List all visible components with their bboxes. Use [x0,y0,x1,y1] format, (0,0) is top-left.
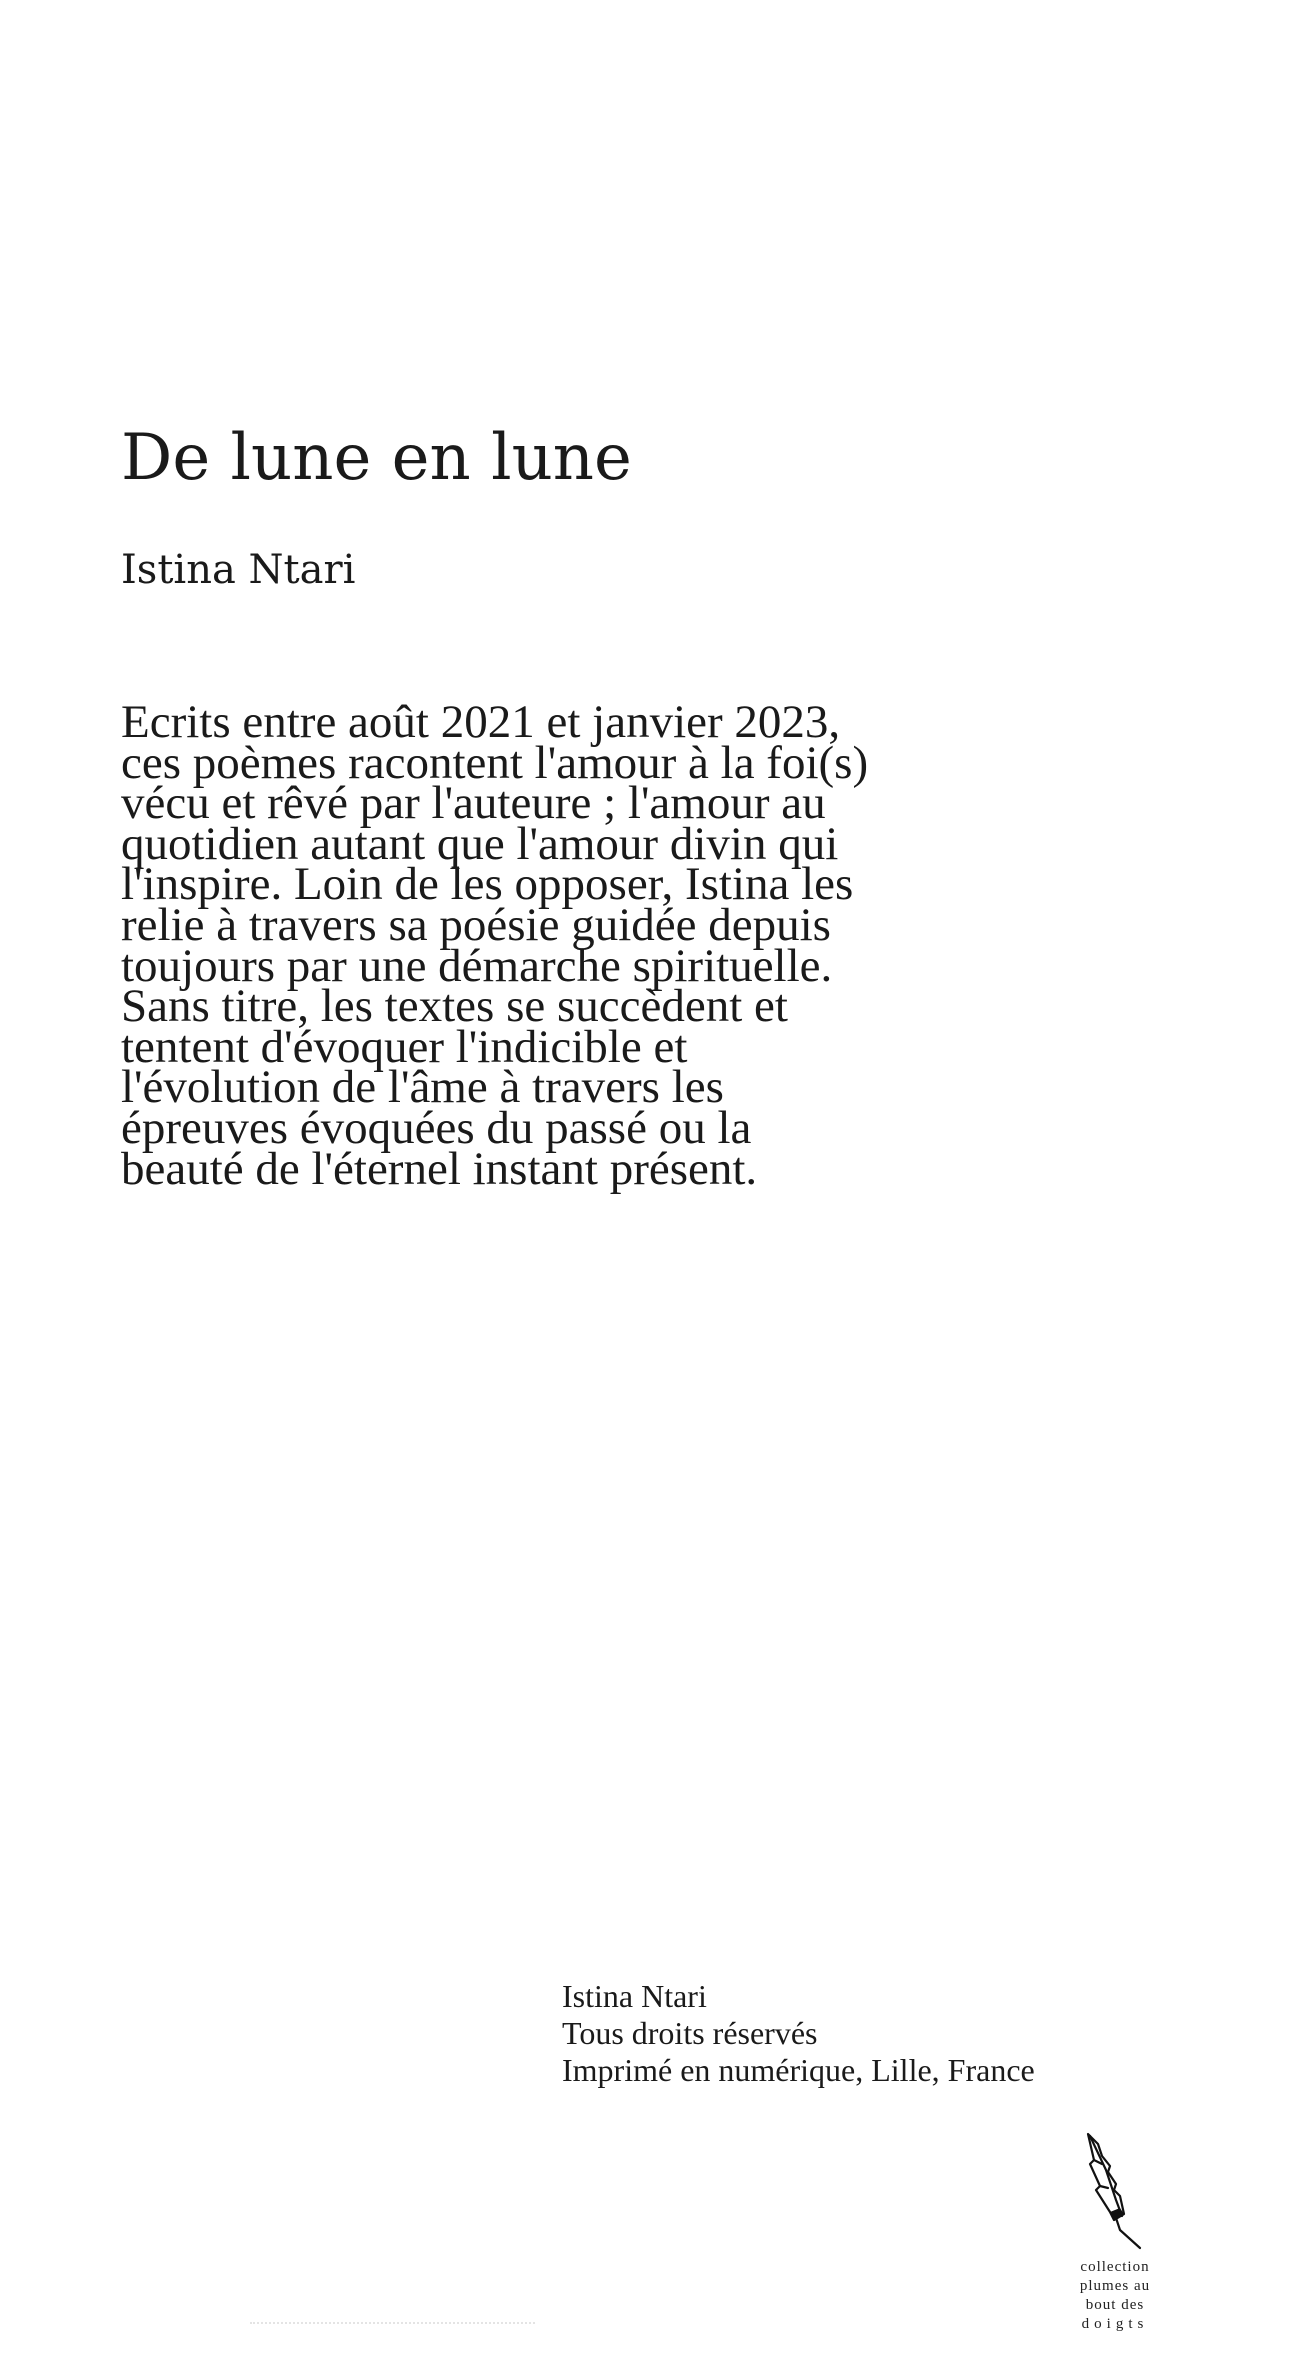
blurb-line: quotidien autant que l'amour divin qui [121,817,839,870]
logo-text-line: bout des [1085,2297,1145,2313]
publisher-logo-text [1060,2258,1170,2334]
logo-text-line: doigts [1081,2316,1149,2332]
book-author: Istina Ntari [121,547,356,593]
book-title: De lune en lune [121,421,632,495]
logo-text-line: collection [1080,2259,1150,2275]
blurb-line: beauté de l'éternel instant présent. [121,1142,758,1195]
blurb-line: Sans titre, les textes se succèdent et [121,980,788,1033]
blurb-line: tentent d'évoquer l'indicible et [121,1020,688,1073]
faint-footer-rule [250,2322,535,2324]
blurb-line: toujours par une démarche spirituelle. [121,939,833,992]
imprint-rights: Tous droits réservés [562,2015,818,2051]
blurb-line: relie à travers sa poésie guidée depuis [121,898,831,951]
blurb-line: épreuves évoquées du passé ou la [121,1101,752,1154]
blurb-line: ces poèmes racontent l'amour à la foi(s) [121,736,869,789]
back-cover-blurb [121,696,1001,1195]
imprint-printing: Imprimé en numérique, Lille, France [562,2052,1035,2088]
blurb-line: Ecrits entre août 2021 et janvier 2023, [121,696,841,748]
blurb-line: l'inspire. Loin de les opposer, Istina les [121,858,854,911]
imprint-block [562,1978,1035,2089]
imprint-author: Istina Ntari [562,1978,707,2014]
blurb-line: vécu et rêvé par l'auteure ; l'amour au [121,777,826,830]
feather-quill-icon [1080,2130,1150,2250]
logo-text-line: plumes au [1079,2278,1151,2294]
publisher-logo [1060,2130,1170,2334]
blurb-line: l'évolution de l'âme à travers les [121,1061,724,1114]
